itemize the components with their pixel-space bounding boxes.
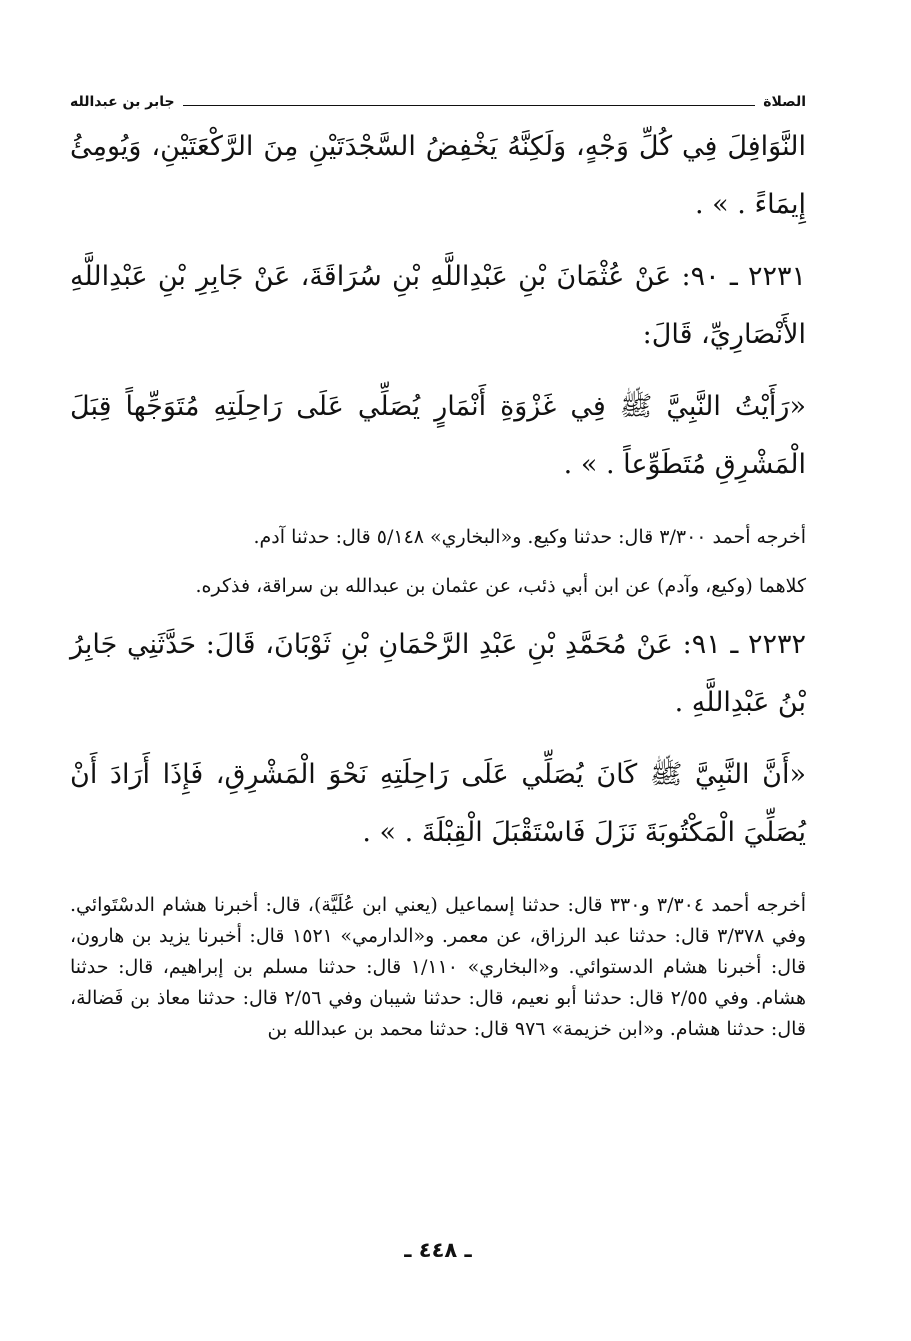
chapter-title: الصلاة bbox=[763, 94, 806, 110]
hadith-2231-matn: «رَأَيْتُ النَّبِيَّ ﷺ فِي غَزْوَةِ أَنْمَارٍ يُصَلِّي عَلَى رَاحِلَتِهِ مُتَوَجِّهاً قِبَلَ الْمَشْرِقِ مُتَطَوِّعاً . » . bbox=[70, 391, 806, 480]
page-number: ـ ٤٤٨ ـ bbox=[404, 1238, 472, 1262]
takhrij-2231-sources: أخرجه أحمد ٣/٣٠٠ قال: حدثنا وكيع. و«البخاري» ٥/١٤٨ قال: حدثنا آدم. bbox=[253, 526, 806, 548]
takhrij-2232-sources: أخرجه أحمد ٣/٣٠٤ و٣٣٠ قال: حدثنا إسماعيل (يعني ابن عُلَيَّة)، قال: أخبرنا هشام الدسْتَوائي. وفي ٣/٣٧٨ قال: حدثنا عبد الرزاق، عن معمر. و«الدارمي» ١٥٢١ قال: أخبرنا يزيد بن هارون، قال: أخبرنا هشام الدستوائي. و«البخاري» ١/١١٠ قال: حدثنا مسلم بن إبراهيم، قال: حدثنا هشام. وفي ٢/٥٥ قال: حدثنا أبو نعيم، قال: حدثنا شيبان وفي ٢/٥٦ قال: حدثنا معاذ بن فَضالة، قال: حدثنا هشام. و«ابن خزيمة» ٩٧٦ قال: حدثنا محمد بن عبدالله بن bbox=[70, 894, 807, 1040]
takhrij-2231-chain: كلاهما (وكيع، وآدم) عن ابن أبي ذئب، عن عثمان بن عبدالله بن سراقة، فذكره. bbox=[195, 575, 806, 597]
hadith-2231-isnad: ٢٢٣١ ـ ٩٠: عَنْ عُثْمَانَ بْنِ عَبْدِاللَّهِ بْنِ سُرَاقَةَ، عَنْ جَابِرِ بْنِ عَبْدِاللَّهِ الأَنْصَارِيِّ، قَالَ: bbox=[70, 261, 807, 350]
narrator-title: جابر بن عبدالله bbox=[70, 94, 175, 110]
hadith-2232-matn: «أَنَّ النَّبِيَّ ﷺ كَانَ يُصَلِّي عَلَى رَاحِلَتِهِ نَحْوَ الْمَشْرِقِ، فَإِذَا أَرَادَ أَنْ يُصَلِّيَ الْمَكْتُوبَةَ نَزَلَ فَاسْتَقْبَلَ الْقِبْلَةَ . » . bbox=[70, 759, 806, 848]
hadith-text-continuation: النَّوَافِلَ فِي كُلِّ وَجْهٍ، وَلَكِنَّهُ يَخْفِضُ السَّجْدَتَيْنِ مِنَ الرَّكْعَتَيْنِ، وَيُومِئُ إِيمَاءً . » . bbox=[70, 131, 806, 220]
running-header bbox=[70, 90, 806, 114]
header-rule bbox=[183, 105, 756, 106]
hadith-2232-isnad: ٢٢٣٢ ـ ٩١: عَنْ مُحَمَّدِ بْنِ عَبْدِ الرَّحْمَانِ بْنِ ثَوْبَانَ، قَالَ: حَدَّثَنِي جَابِرُ بْنُ عَبْدِاللَّهِ . bbox=[70, 629, 806, 718]
book-page bbox=[70, 90, 806, 1341]
